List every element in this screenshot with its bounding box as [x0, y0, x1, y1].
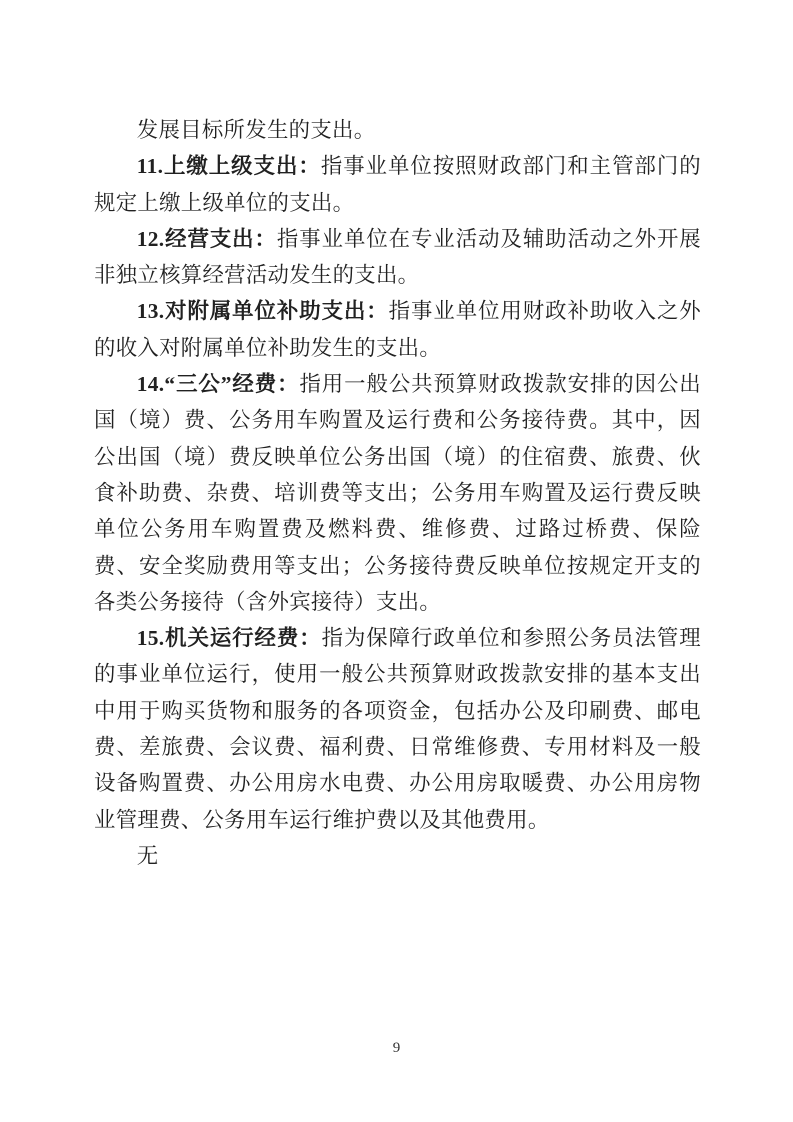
- paragraph-label: 11.上缴上级支出：: [136, 154, 321, 179]
- paragraph-label: 13.对附属单位补助支出：: [136, 299, 389, 324]
- paragraph-none: [94, 838, 701, 874]
- paragraph-item-11: [94, 148, 701, 221]
- document-body: [94, 112, 701, 874]
- paragraph-text: 指事业单位在专业活动及辅助活动之外开展非独立核算经营活动发生的支出。: [94, 226, 702, 288]
- paragraph-text: 指事业单位按照财政部门和主管部门的规定上缴上级单位的支出。: [94, 154, 701, 215]
- paragraph-item-12: [94, 221, 701, 294]
- paragraph-continuation: [94, 112, 701, 148]
- paragraph-item-15: [94, 620, 701, 838]
- paragraph-label: 12.经营支出：: [136, 226, 277, 251]
- paragraph-text: 指事业单位用财政补助收入之外的收入对附属单位补助发生的支出。: [94, 299, 701, 360]
- paragraph-label: 15.机关运行经费：: [136, 626, 322, 651]
- paragraph-item-14: [94, 366, 701, 620]
- paragraph-item-13: [94, 293, 701, 366]
- paragraph-text: 发展目标所发生的支出。: [136, 118, 376, 142]
- paragraph-text: 无: [136, 843, 159, 868]
- paragraph-label: 14.“三公”经费：: [136, 372, 300, 397]
- paragraph-text: 指用一般公共预算财政拨款安排的因公出国（境）费、公务用车购置及运行费和公务接待费。其中，因公出国（境）费反映单位公务出国（境）的住宿费、旅费、伙食补助费、杂费、培训费等支出；公务用车购置及运行费反映单位公务用车购置费及燃料费、维修费、过路过桥费、保险费、安全奖励费用等支出；公务接待费反映单位按规定开支的各类公务接待（含外宾接待）支出。: [94, 372, 701, 614]
- paragraph-text: 指为保障行政单位和参照公务员法管理的事业单位运行，使用一般公共预算财政拨款安排的基本支出中用于购买货物和服务的各项资金，包括办公及印刷费、邮电费、差旅费、会议费、福利费、日常维修费、专用材料及一般设备购置费、办公用房水电费、办公用房取暖费、办公用房物业管理费、公务用车运行维护费以及其他费用。: [94, 626, 701, 832]
- page-number: 9: [392, 1040, 401, 1056]
